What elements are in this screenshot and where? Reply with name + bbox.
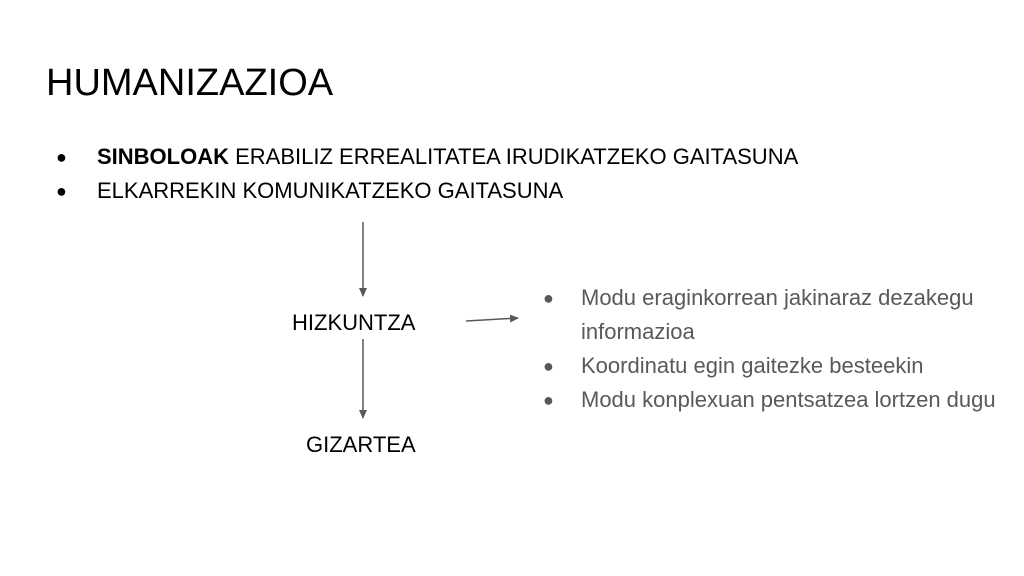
side-bullet-item xyxy=(543,349,1013,383)
main-bullet-item xyxy=(56,174,816,208)
slide-title: HUMANIZAZIOA xyxy=(46,62,334,104)
side-bullet-text: Koordinatu egin gaitezke besteekin xyxy=(581,353,924,378)
node-gizartea: GIZARTEA xyxy=(306,432,416,457)
arrow-right-to-list xyxy=(466,318,518,321)
node-hizkuntza: HIZKUNTZA xyxy=(292,310,416,335)
bullet-icon: ● xyxy=(543,288,554,308)
bullet-icon: ● xyxy=(56,181,67,201)
bullet-icon: ● xyxy=(543,390,554,410)
bullet-bold-text: SINBOLOAK xyxy=(97,144,229,169)
side-bullet-text: Modu konplexuan pentsatzea lortzen dugu xyxy=(581,387,996,412)
side-bullet-item xyxy=(543,281,1013,349)
side-bullet-list xyxy=(543,281,1013,417)
bullet-text: ERABILIZ ERREALITATEA IRUDIKATZEKO GAITASUNA xyxy=(229,144,799,169)
main-bullet-list xyxy=(56,140,816,208)
bullet-icon: ● xyxy=(543,356,554,376)
bullet-icon: ● xyxy=(56,147,67,167)
side-bullet-item xyxy=(543,383,1013,417)
bullet-text: ELKARREKIN KOMUNIKATZEKO GAITASUNA xyxy=(97,178,564,203)
main-bullet-item xyxy=(56,140,816,174)
side-bullet-text: Modu eraginkorrean jakinaraz dezakegu informazioa xyxy=(581,285,974,344)
